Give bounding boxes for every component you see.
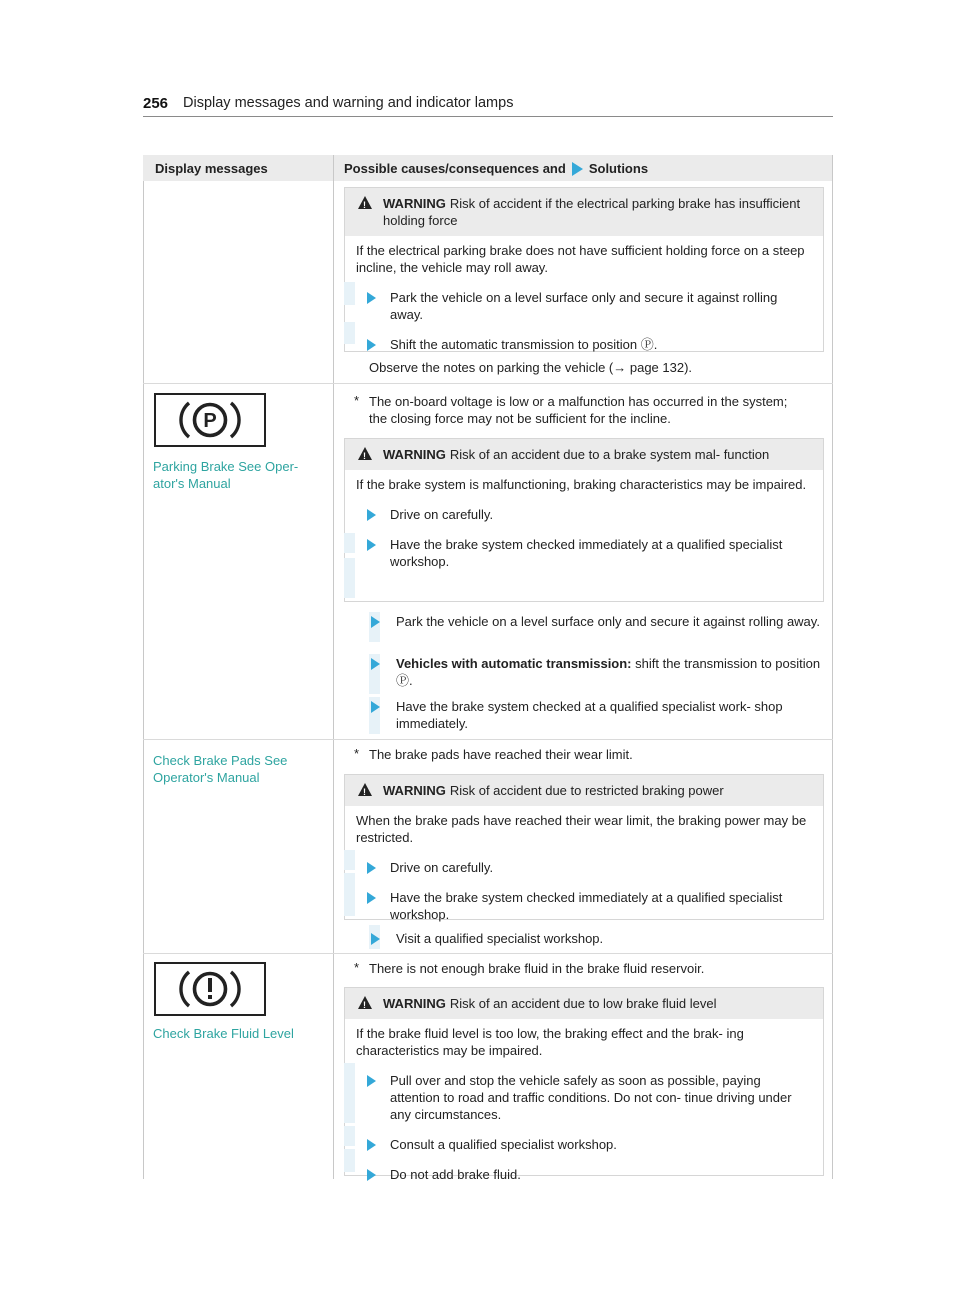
col-causes-label: Possible causes/consequences and <box>344 161 566 176</box>
step-text: Park the vehicle on a level surface only and secure it against rolling away. <box>390 290 778 322</box>
warning-title: Risk of an accident due to low brake fluid level <box>449 996 717 1011</box>
step-text: Park the vehicle on a level surface only and secure it against rolling away. <box>396 614 820 629</box>
step-text: Drive on carefully. <box>390 507 494 522</box>
step-bar <box>344 322 355 344</box>
list-item <box>371 613 821 630</box>
step-text <box>396 655 821 689</box>
page-header <box>143 92 833 117</box>
warning-header <box>345 188 823 236</box>
step-text: Have the brake system checked at a qualified specialist work- shop immediately. <box>396 699 783 731</box>
warning-box <box>344 987 824 1182</box>
row-divider <box>143 953 833 954</box>
list-item <box>371 698 821 732</box>
warning-text: If the brake system is malfunctioning, braking characteristics may be impaired. <box>356 477 807 492</box>
list-item <box>356 889 813 923</box>
warning-text: If the brake fluid level is too low, the braking effect and the brak- ing characteristics may be impaired. <box>356 1026 744 1058</box>
step-arrow-icon <box>367 292 376 304</box>
warning-box <box>344 774 824 920</box>
asterisk: * <box>354 746 360 761</box>
list-item <box>356 1166 813 1183</box>
table-left-border <box>143 181 144 1179</box>
step-arrow-icon <box>367 892 376 904</box>
step-text: Visit a qualified specialist workshop. <box>396 931 604 946</box>
step-rest: shift the transmission to position Ⓟ. <box>396 656 821 688</box>
warning-header <box>345 775 823 806</box>
parking-brake-lamp <box>154 393 266 447</box>
warning-label: WARNING <box>383 447 446 462</box>
step-arrow-icon <box>367 1169 376 1181</box>
step-arrow-icon <box>367 1139 376 1151</box>
asterisk: * <box>354 960 360 975</box>
table-column-divider <box>333 155 334 1179</box>
warning-triangle-icon <box>358 996 372 1009</box>
message-parking-brake: Parking Brake See Oper- ator's Manual <box>153 459 299 491</box>
cause-text: There is not enough brake fluid in the brake fluid reservoir. <box>369 961 705 976</box>
step-bar <box>344 282 355 305</box>
step-bar <box>344 1149 355 1172</box>
step-arrow-icon <box>367 339 376 351</box>
step-text: Drive on carefully. <box>390 860 494 875</box>
list-item <box>371 930 821 947</box>
warning-header <box>345 439 823 470</box>
warning-box <box>344 438 824 602</box>
warning-header <box>345 988 823 1019</box>
table-header <box>143 155 833 181</box>
step-bar <box>344 558 355 598</box>
cause-text: The brake pads have reached their wear limit. <box>369 747 633 762</box>
step-arrow-icon <box>367 862 376 874</box>
step-text: Shift the automatic transmission to position Ⓟ. <box>390 337 658 352</box>
warning-box <box>344 187 824 352</box>
step-arrow-icon <box>367 509 376 521</box>
warning-label: WARNING <box>383 196 446 211</box>
solution-arrow-icon <box>572 162 583 176</box>
list-item <box>371 655 821 689</box>
col-causes-solutions <box>344 161 648 176</box>
list-item <box>356 336 813 353</box>
warning-text: When the brake pads have reached their wear limit, the braking power may be restricted. <box>356 813 807 845</box>
warning-title: Risk of accident if the electrical parking brake has insufficient holding force <box>383 196 801 228</box>
step-bold: Vehicles with automatic transmission: <box>396 656 632 671</box>
step-arrow-icon <box>371 616 380 628</box>
step-text: Pull over and stop the vehicle safely as soon as possible, paying attention to road and traffic conditions. Do not con- tinue driving under any circumstances. <box>390 1073 792 1122</box>
asterisk: * <box>354 393 360 408</box>
parking-note: Observe the notes on parking the vehicle (→ page 132). <box>369 360 693 375</box>
page-number: 256 <box>143 95 169 112</box>
list-item <box>356 1136 813 1153</box>
warning-triangle-icon <box>358 783 372 796</box>
warning-triangle-icon <box>358 447 372 460</box>
col-display-messages: Display messages <box>155 161 268 176</box>
cause-text: The on-board voltage is low or a malfunction has occurred in the system; the closing force may not be sufficient for the incline. <box>369 394 788 426</box>
table-right-border <box>832 155 833 1179</box>
message-check-brake-pads: Check Brake Pads See Operator's Manual <box>153 753 288 785</box>
list-item <box>356 1072 813 1123</box>
step-arrow-icon <box>367 1075 376 1087</box>
list-item <box>356 859 813 876</box>
step-arrow-icon <box>371 701 380 713</box>
warning-body <box>345 1019 823 1191</box>
row-divider <box>143 739 833 740</box>
brake-warning-icon <box>175 966 245 1012</box>
col-solutions-label: Solutions <box>588 161 649 176</box>
step-arrow-icon <box>367 539 376 551</box>
list-item <box>356 536 813 570</box>
warning-body <box>345 470 823 578</box>
step-bar <box>344 533 355 553</box>
step-text: Have the brake system checked immediately at a qualified specialist workshop. <box>390 537 783 569</box>
step-bar <box>344 1063 355 1123</box>
step-bar <box>344 850 355 870</box>
step-bar <box>344 1126 355 1146</box>
warning-label: WARNING <box>383 783 446 798</box>
step-arrow-icon <box>371 933 380 945</box>
step-text: Consult a qualified specialist workshop. <box>390 1137 617 1152</box>
parking-brake-icon <box>175 397 245 443</box>
list-item <box>356 506 813 523</box>
warning-body <box>345 806 823 931</box>
brake-warning-lamp <box>154 962 266 1016</box>
row-divider <box>143 383 833 384</box>
warning-triangle-icon <box>358 196 372 209</box>
warning-label: WARNING <box>383 996 446 1011</box>
warning-body <box>345 236 823 361</box>
message-check-brake-fluid: Check Brake Fluid Level <box>153 1026 294 1041</box>
step-text: Do not add brake fluid. <box>390 1167 521 1182</box>
warning-title: Risk of accident due to restricted braking power <box>449 783 724 798</box>
step-arrow-icon <box>371 658 380 670</box>
warning-text: If the electrical parking brake does not have sufficient holding force on a steep incline, the vehicle may roll away. <box>356 243 805 275</box>
step-bar <box>344 873 355 916</box>
list-item <box>356 289 813 323</box>
step-text: Have the brake system checked immediately at a qualified specialist workshop. <box>390 890 783 922</box>
svg-text:P: P <box>203 410 217 432</box>
page-title: Display messages and warning and indicator lamps <box>183 95 514 111</box>
warning-title: Risk of an accident due to a brake system mal- function <box>449 447 770 462</box>
